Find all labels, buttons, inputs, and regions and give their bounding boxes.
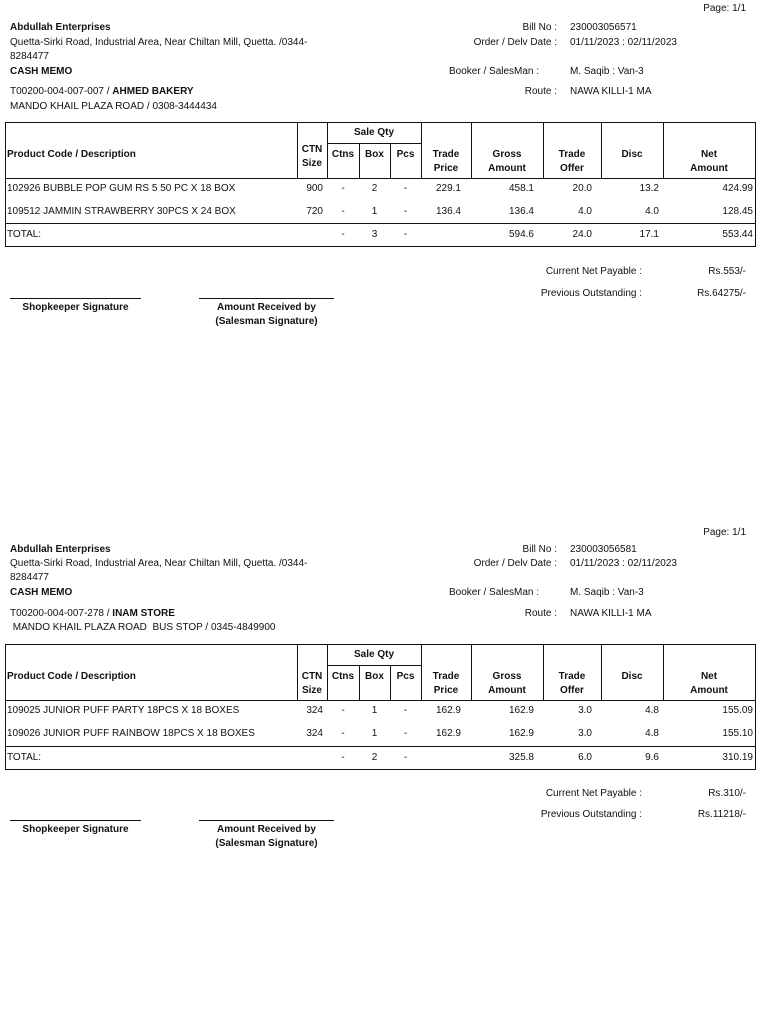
items-table [5,122,756,247]
bill-no: 230003056581 [570,544,637,555]
header-ctn: CTN [301,671,323,682]
route-label: Route : [524,608,557,619]
row-1-trade-price: 229.1 [435,183,461,194]
row-2-gross: 136.4 [508,206,534,217]
previous-outstanding-label: Previous Outstanding : [540,288,642,299]
customer-line [10,86,194,97]
total-net: 310.19 [722,752,753,763]
row-2-disc: 4.8 [645,728,659,739]
header-size: Size [301,158,322,169]
shopkeeper-signature: Shopkeeper Signature [22,302,129,313]
order-date: 01/11/2023 : 02/11/2023 [570,37,677,48]
booker: M. Saqib : Van-3 [570,66,644,77]
row-2-ctns: - [341,206,345,217]
company-name: Abdullah Enterprises [10,22,111,33]
bill-no-label: Bill No : [522,544,557,555]
company-phone: 8284477 [10,51,49,62]
header-disc: Disc [621,149,643,160]
row-1-gross: 162.9 [508,705,534,716]
amount-received-by: Amount Received by [217,824,316,835]
header-net-amount: Amount [690,685,728,696]
row-2-box: 1 [371,206,378,217]
cash-memo-1 [0,0,768,340]
header-offer: Offer [560,685,584,696]
header-gross-amount: Amount [488,685,526,696]
total-gross: 325.8 [508,752,534,763]
row-1-offer: 3.0 [578,705,592,716]
row-2-disc: 4.0 [645,206,659,217]
row-2-pcs: - [403,728,408,739]
salesman-signature-line [199,820,334,821]
current-payable-label: Current Net Payable : [545,266,642,277]
row-2-ctn: 720 [306,206,323,217]
header-box: Box [365,671,384,682]
booker: M. Saqib : Van-3 [570,587,644,598]
total-box: 3 [371,229,378,240]
total-pcs: - [403,229,408,240]
items-table [5,644,756,770]
header-box: Box [365,149,384,160]
header-gross: Gross [492,671,522,682]
current-payable: Rs.553/- [708,266,746,277]
row-2-desc: 109512 JAMMIN STRAWBERRY 30PCS X 24 BOX [7,206,236,217]
row-1-box: 1 [371,705,378,716]
header-product: Product Code / Description [7,149,136,160]
row-1-ctn: 324 [306,705,323,716]
header-ctns: Ctns [331,149,355,160]
order-date: 01/11/2023 : 02/11/2023 [570,558,677,569]
row-2-trade-price: 136.4 [435,206,461,217]
total-label: TOTAL: [7,752,42,763]
header-net: Net [700,671,718,682]
route-label: Route : [524,86,557,97]
row-1-gross: 458.1 [508,183,534,194]
order-date-label: Order / Delv Date : [473,558,557,569]
row-1-desc: 102926 BUBBLE POP GUM RS 5 50 PC X 18 BOX [7,183,236,194]
customer-name: AHMED BAKERY [112,86,194,97]
header-size: Size [301,685,322,696]
total-net: 553.44 [722,229,753,240]
header-product: Product Code / Description [7,671,136,682]
page-number: Page: 1/1 [703,527,746,538]
row-2-net: 128.45 [722,206,753,217]
row-1-net: 155.09 [722,705,753,716]
booker-label: Booker / SalesMan : [449,587,540,598]
previous-outstanding-label: Previous Outstanding : [540,809,642,820]
customer-address: MANDO KHAIL PLAZA ROAD / 0308-3444434 [10,101,217,112]
salesman-signature-line [199,298,334,299]
company-phone: 8284477 [10,572,49,583]
route: NAWA KILLI-1 MA [570,86,652,97]
header-net-amount: Amount [690,163,728,174]
total-ctns: - [341,752,345,763]
header-net: Net [700,149,718,160]
row-1-pcs: - [403,183,408,194]
order-date-label: Order / Delv Date : [473,37,557,48]
total-ctns: - [341,229,345,240]
header-trade: Trade [432,671,460,682]
header-ctns: Ctns [331,671,355,682]
row-1-ctn: 900 [306,183,323,194]
company-address: Quetta-Sirki Road, Industrial Area, Near Chiltan Mill, Quetta. /0344- [10,37,308,48]
shopkeeper-signature: Shopkeeper Signature [22,824,129,835]
row-1-pcs: - [403,705,408,716]
row-1-disc: 13.2 [639,183,659,194]
row-2-offer: 4.0 [578,206,592,217]
header-gross: Gross [492,149,522,160]
row-2-ctn: 324 [306,728,323,739]
header-price: Price [433,163,459,174]
salesman-signature: (Salesman Signature) [215,316,318,327]
row-2-desc: 109026 JUNIOR PUFF RAINBOW 18PCS X 18 BOXES [7,728,255,739]
header-trade-offer: Trade [558,149,586,160]
header-trade-offer: Trade [558,671,586,682]
shopkeeper-signature-line [10,298,141,299]
shopkeeper-signature-line [10,820,141,821]
row-1-box: 2 [371,183,378,194]
page-number: Page: 1/1 [703,3,746,14]
total-box: 2 [371,752,378,763]
bill-no-label: Bill No : [522,22,557,33]
row-1-net: 424.99 [722,183,753,194]
header-offer: Offer [560,163,584,174]
customer-code: T00200-004-007-278 / [10,608,113,619]
bill-no: 230003056571 [570,22,637,33]
header-gross-amount: Amount [488,163,526,174]
total-gross: 594.6 [508,229,534,240]
header-disc: Disc [621,671,643,682]
row-2-trade-price: 162.9 [435,728,461,739]
amount-received-by: Amount Received by [217,302,316,313]
row-2-box: 1 [371,728,378,739]
header-price: Price [433,685,459,696]
company-address: Quetta-Sirki Road, Industrial Area, Near Chiltan Mill, Quetta. /0344- [10,558,308,569]
row-1-disc: 4.8 [645,705,659,716]
salesman-signature: (Salesman Signature) [215,838,318,849]
header-pcs: Pcs [396,671,415,682]
row-1-trade-price: 162.9 [435,705,461,716]
header-sale-qty: Sale Qty [353,127,395,138]
header-trade: Trade [432,149,460,160]
row-1-ctns: - [341,183,345,194]
total-pcs: - [403,752,408,763]
memo-title: CASH MEMO [10,66,73,77]
previous-outstanding: Rs.11218/- [697,809,746,820]
row-2-pcs: - [403,206,408,217]
row-1-desc: 109025 JUNIOR PUFF PARTY 18PCS X 18 BOXES [7,705,240,716]
route: NAWA KILLI-1 MA [570,608,652,619]
current-payable-label: Current Net Payable : [545,788,642,799]
customer-line [10,608,175,619]
current-payable: Rs.310/- [708,788,746,799]
total-offer: 6.0 [578,752,592,763]
header-pcs: Pcs [396,149,415,160]
header-ctn: CTN [301,144,323,155]
total-offer: 24.0 [572,229,592,240]
booker-label: Booker / SalesMan : [449,66,540,77]
customer-code: T00200-004-007-007 / [10,86,113,97]
row-2-net: 155.10 [722,728,753,739]
total-disc: 17.1 [639,229,659,240]
previous-outstanding: Rs.64275/- [697,288,746,299]
total-disc: 9.6 [645,752,659,763]
customer-name: INAM STORE [112,608,175,619]
row-2-ctns: - [341,728,345,739]
row-1-offer: 20.0 [572,183,592,194]
company-name: Abdullah Enterprises [10,544,111,555]
row-1-ctns: - [341,705,345,716]
cash-memo-2 [0,522,768,862]
row-2-gross: 162.9 [508,728,534,739]
memo-title: CASH MEMO [10,587,73,598]
row-2-offer: 3.0 [578,728,592,739]
total-label: TOTAL: [7,229,42,240]
customer-address: MANDO KHAIL PLAZA ROAD BUS STOP / 0345-4849900 [10,622,276,633]
header-sale-qty: Sale Qty [353,649,395,660]
